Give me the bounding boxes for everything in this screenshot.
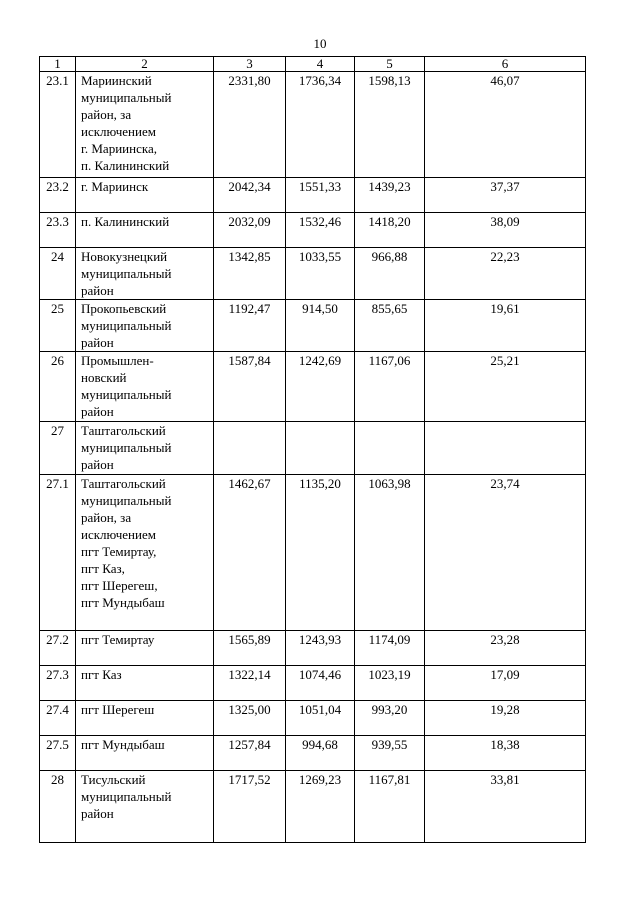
value-col-5: 993,20 (355, 701, 425, 736)
municipality-name: Прокопьевский муниципальный район (76, 300, 214, 352)
value-col-3: 1192,47 (214, 300, 286, 352)
value-col-3: 2042,34 (214, 178, 286, 213)
value-col-5: 1439,23 (355, 178, 425, 213)
value-col-6: 23,28 (425, 631, 586, 666)
table-row (40, 248, 586, 300)
row-number: 27 (40, 422, 76, 475)
municipality-name: Таштагольский муниципальный район, за исключением пгт Темиртау, пгт Каз, пгт Шерегеш, пгт Мундыбаш (76, 475, 214, 631)
col-header-2: 2 (76, 57, 214, 72)
table-row (40, 771, 586, 843)
value-col-4: 1051,04 (286, 701, 355, 736)
value-col-5 (355, 422, 425, 475)
value-col-4 (286, 422, 355, 475)
municipality-name: Промышлен- новский муниципальный район (76, 352, 214, 422)
row-number: 27.2 (40, 631, 76, 666)
value-col-6: 19,28 (425, 701, 586, 736)
value-col-6: 23,74 (425, 475, 586, 631)
table-row (40, 701, 586, 736)
value-col-3: 1342,85 (214, 248, 286, 300)
value-col-6: 38,09 (425, 213, 586, 248)
row-number: 23.3 (40, 213, 76, 248)
municipality-name: пгт Каз (76, 666, 214, 701)
header-row (40, 57, 586, 72)
row-number: 23.1 (40, 72, 76, 178)
table-row (40, 178, 586, 213)
value-col-3: 1462,67 (214, 475, 286, 631)
value-col-4: 1736,34 (286, 72, 355, 178)
municipality-name: пгт Шерегеш (76, 701, 214, 736)
value-col-5: 1418,20 (355, 213, 425, 248)
value-col-4: 1532,46 (286, 213, 355, 248)
table-row (40, 422, 586, 475)
row-number: 27.1 (40, 475, 76, 631)
page-number: 10 (313, 36, 327, 51)
value-col-6: 33,81 (425, 771, 586, 843)
col-header-3: 3 (214, 57, 286, 72)
value-col-4: 1551,33 (286, 178, 355, 213)
table-body (40, 72, 586, 843)
data-table (39, 56, 586, 843)
value-col-5: 1167,81 (355, 771, 425, 843)
value-col-6: 37,37 (425, 178, 586, 213)
value-col-3: 1322,14 (214, 666, 286, 701)
table-row (40, 72, 586, 178)
value-col-4: 1242,69 (286, 352, 355, 422)
value-col-6: 18,38 (425, 736, 586, 771)
value-col-6: 25,21 (425, 352, 586, 422)
value-col-5: 966,88 (355, 248, 425, 300)
row-number: 25 (40, 300, 76, 352)
municipality-name: Мариинский муниципальный район, за исключением г. Мариинска, п. Калининский (76, 72, 214, 178)
value-col-5: 1167,06 (355, 352, 425, 422)
col-header-5: 5 (355, 57, 425, 72)
value-col-3: 1565,89 (214, 631, 286, 666)
value-col-6: 46,07 (425, 72, 586, 178)
row-number: 26 (40, 352, 76, 422)
col-header-6: 6 (425, 57, 586, 72)
value-col-3 (214, 422, 286, 475)
table-row (40, 352, 586, 422)
municipality-name: Тисульский муниципальный район (76, 771, 214, 843)
value-col-4: 1243,93 (286, 631, 355, 666)
municipality-name: Таштагольский муниципальный район (76, 422, 214, 475)
value-col-4: 994,68 (286, 736, 355, 771)
value-col-4: 1033,55 (286, 248, 355, 300)
row-number: 23.2 (40, 178, 76, 213)
value-col-4: 1135,20 (286, 475, 355, 631)
value-col-5: 1174,09 (355, 631, 425, 666)
row-number: 28 (40, 771, 76, 843)
col-header-1: 1 (40, 57, 76, 72)
municipality-name: пгт Темиртау (76, 631, 214, 666)
value-col-3: 1325,00 (214, 701, 286, 736)
row-number: 27.3 (40, 666, 76, 701)
municipality-name: г. Мариинск (76, 178, 214, 213)
value-col-4: 914,50 (286, 300, 355, 352)
table-header (40, 57, 586, 72)
value-col-5: 855,65 (355, 300, 425, 352)
table-row (40, 213, 586, 248)
row-number: 27.4 (40, 701, 76, 736)
municipality-name: пгт Мундыбаш (76, 736, 214, 771)
table-row (40, 736, 586, 771)
municipality-name: п. Калининский (76, 213, 214, 248)
col-header-4: 4 (286, 57, 355, 72)
value-col-6 (425, 422, 586, 475)
value-col-5: 1023,19 (355, 666, 425, 701)
value-col-4: 1269,23 (286, 771, 355, 843)
value-col-3: 1587,84 (214, 352, 286, 422)
value-col-3: 1257,84 (214, 736, 286, 771)
table-row (40, 475, 586, 631)
value-col-5: 1598,13 (355, 72, 425, 178)
value-col-4: 1074,46 (286, 666, 355, 701)
value-col-5: 939,55 (355, 736, 425, 771)
row-number: 27.5 (40, 736, 76, 771)
value-col-6: 22,23 (425, 248, 586, 300)
table-row (40, 631, 586, 666)
value-col-3: 2032,09 (214, 213, 286, 248)
row-number: 24 (40, 248, 76, 300)
table-row (40, 300, 586, 352)
value-col-3: 1717,52 (214, 771, 286, 843)
value-col-6: 19,61 (425, 300, 586, 352)
value-col-6: 17,09 (425, 666, 586, 701)
municipality-name: Новокузнецкий муниципальный район (76, 248, 214, 300)
table-row (40, 666, 586, 701)
value-col-3: 2331,80 (214, 72, 286, 178)
value-col-5: 1063,98 (355, 475, 425, 631)
